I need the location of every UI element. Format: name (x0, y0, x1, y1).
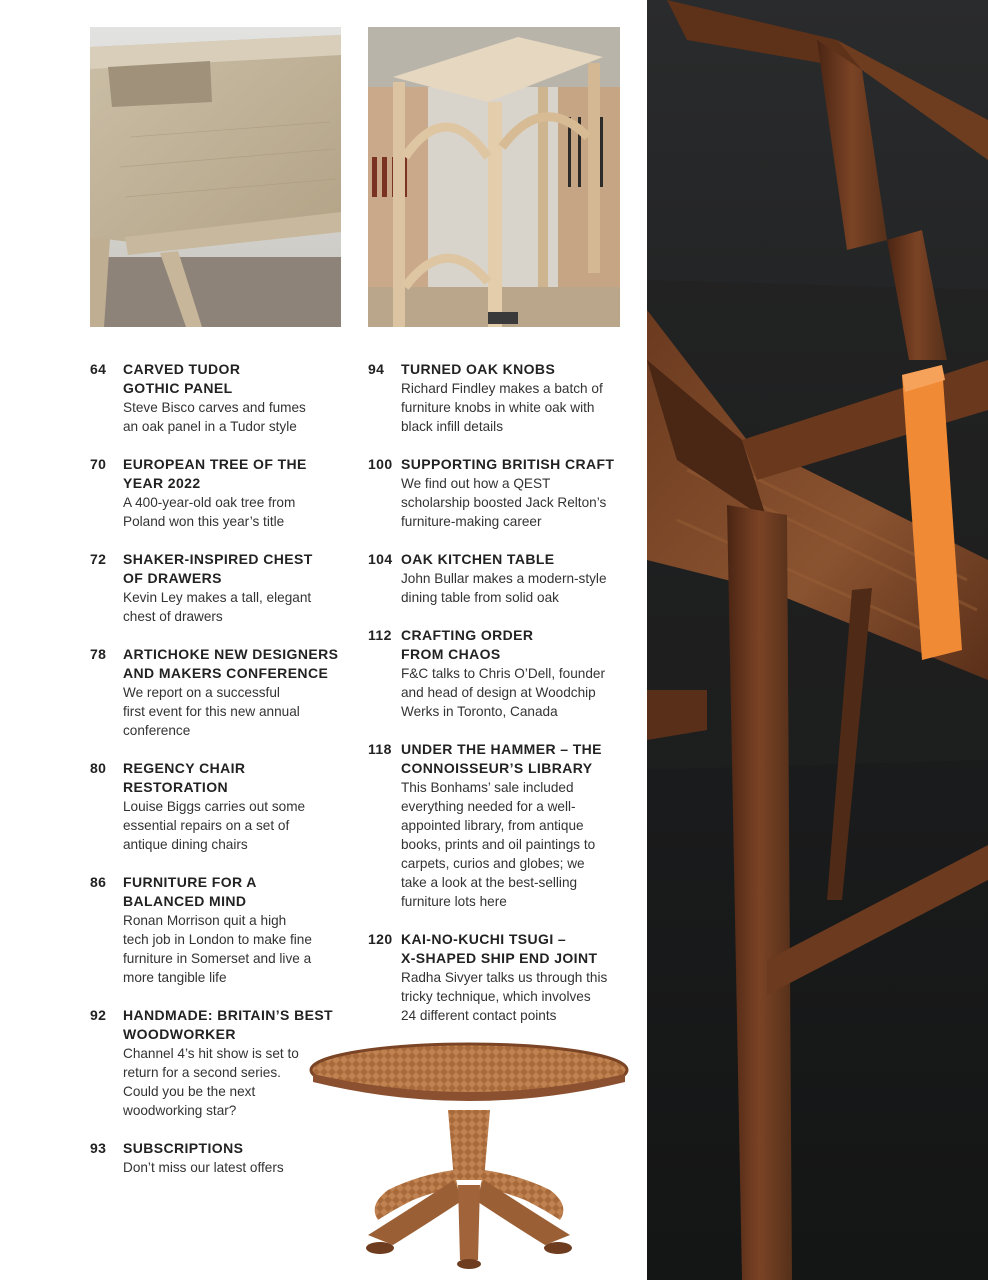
page-number: 86 (90, 874, 107, 890)
contents-entry[interactable] (368, 455, 661, 531)
article-title: KAI-NO-KUCHI TSUGI – X-SHAPED SHIP END JOINT (401, 931, 598, 966)
article-description: Ronan Morrison quit a high tech job in London to make fine furniture in Somerset and live a more tangible life (123, 913, 312, 985)
article-title: SHAKER-INSPIRED CHEST OF DRAWERS (123, 551, 313, 586)
page-number: 78 (90, 646, 107, 662)
article-title: OAK KITCHEN TABLE (401, 551, 555, 567)
article-title: EUROPEAN TREE OF THE YEAR 2022 (123, 456, 307, 491)
article-title: FURNITURE FOR A BALANCED MIND (123, 874, 257, 909)
contents-entry[interactable] (90, 550, 383, 626)
article-description: Richard Findley makes a batch of furniture knobs in white oak with black infill details (401, 381, 603, 434)
article-description: Channel 4’s hit show is set to return for a second series. Could you be the next woodworking star? (123, 1046, 299, 1118)
article-description: We find out how a QEST scholarship boosted Jack Relton’s furniture-making career (401, 476, 607, 529)
article-description: Don’t miss our latest offers (123, 1160, 284, 1175)
article-description: Louise Biggs carries out some essential repairs on a set of antique dining chairs (123, 799, 306, 852)
article-title: CARVED TUDOR GOTHIC PANEL (123, 361, 241, 396)
page-number: 72 (90, 551, 107, 567)
page-number: 112 (368, 627, 392, 643)
article-title: UNDER THE HAMMER – THE CONNOISSEUR’S LIBRARY (401, 741, 602, 776)
contents-entry[interactable] (90, 759, 383, 854)
article-title: CRAFTING ORDER FROM CHAOS (401, 627, 534, 662)
article-description: We report on a successful first event for this new annual conference (123, 685, 300, 738)
article-description: F&C talks to Chris O’Dell, founder and head of design at Woodchip Werks in Toronto, Canada (401, 666, 605, 719)
article-description: A 400-year-old oak tree from Poland won this year’s title (123, 495, 296, 529)
contents-entry[interactable] (90, 873, 383, 987)
page-number: 80 (90, 760, 107, 776)
page-number: 120 (368, 931, 393, 947)
article-description: John Bullar makes a modern-style dining table from solid oak (401, 571, 607, 605)
page-number: 100 (368, 456, 393, 472)
article-description: Kevin Ley makes a tall, elegant chest of drawers (123, 590, 312, 624)
contents-entry[interactable] (90, 645, 383, 740)
article-description: This Bonhams’ sale included everything needed for a well- appointed library, from antique books, prints and oil paintings to carpets, curios and globes; we take a look at the best-selling furniture lots here (401, 780, 596, 909)
page-number: 64 (90, 361, 107, 377)
contents-entry[interactable] (90, 455, 383, 531)
article-description: Radha Sivyer talks us through this tricky technique, which involves 24 different contact points (401, 970, 608, 1023)
page-number: 104 (368, 551, 393, 567)
contents-entry[interactable] (368, 550, 661, 607)
page-number: 92 (90, 1007, 107, 1023)
contents-entry[interactable] (90, 1139, 383, 1177)
page-number: 94 (368, 361, 385, 377)
contents-entry[interactable] (90, 360, 383, 436)
article-title: SUPPORTING BRITISH CRAFT (401, 456, 615, 472)
walnut-chair-photo (647, 0, 988, 1280)
gothic-stand-photo (368, 27, 620, 327)
contents-entry[interactable] (368, 360, 661, 436)
page-number: 118 (368, 741, 392, 757)
page-number: 70 (90, 456, 107, 472)
contents-entry[interactable] (90, 1006, 383, 1120)
desk-photo (90, 27, 341, 327)
page-number: 93 (90, 1140, 107, 1156)
contents-entry[interactable] (368, 740, 661, 911)
contents-entry[interactable] (368, 626, 661, 721)
article-title: TURNED OAK KNOBS (401, 361, 556, 377)
article-title: REGENCY CHAIR RESTORATION (123, 760, 246, 795)
article-description: Steve Bisco carves and fumes an oak panel in a Tudor style (123, 400, 306, 434)
article-title: HANDMADE: BRITAIN’S BEST WOODWORKER (123, 1007, 334, 1042)
contents-entry[interactable] (368, 930, 661, 1025)
article-title: ARTICHOKE NEW DESIGNERS AND MAKERS CONFERENCE (123, 646, 339, 681)
article-title: SUBSCRIPTIONS (123, 1140, 244, 1156)
